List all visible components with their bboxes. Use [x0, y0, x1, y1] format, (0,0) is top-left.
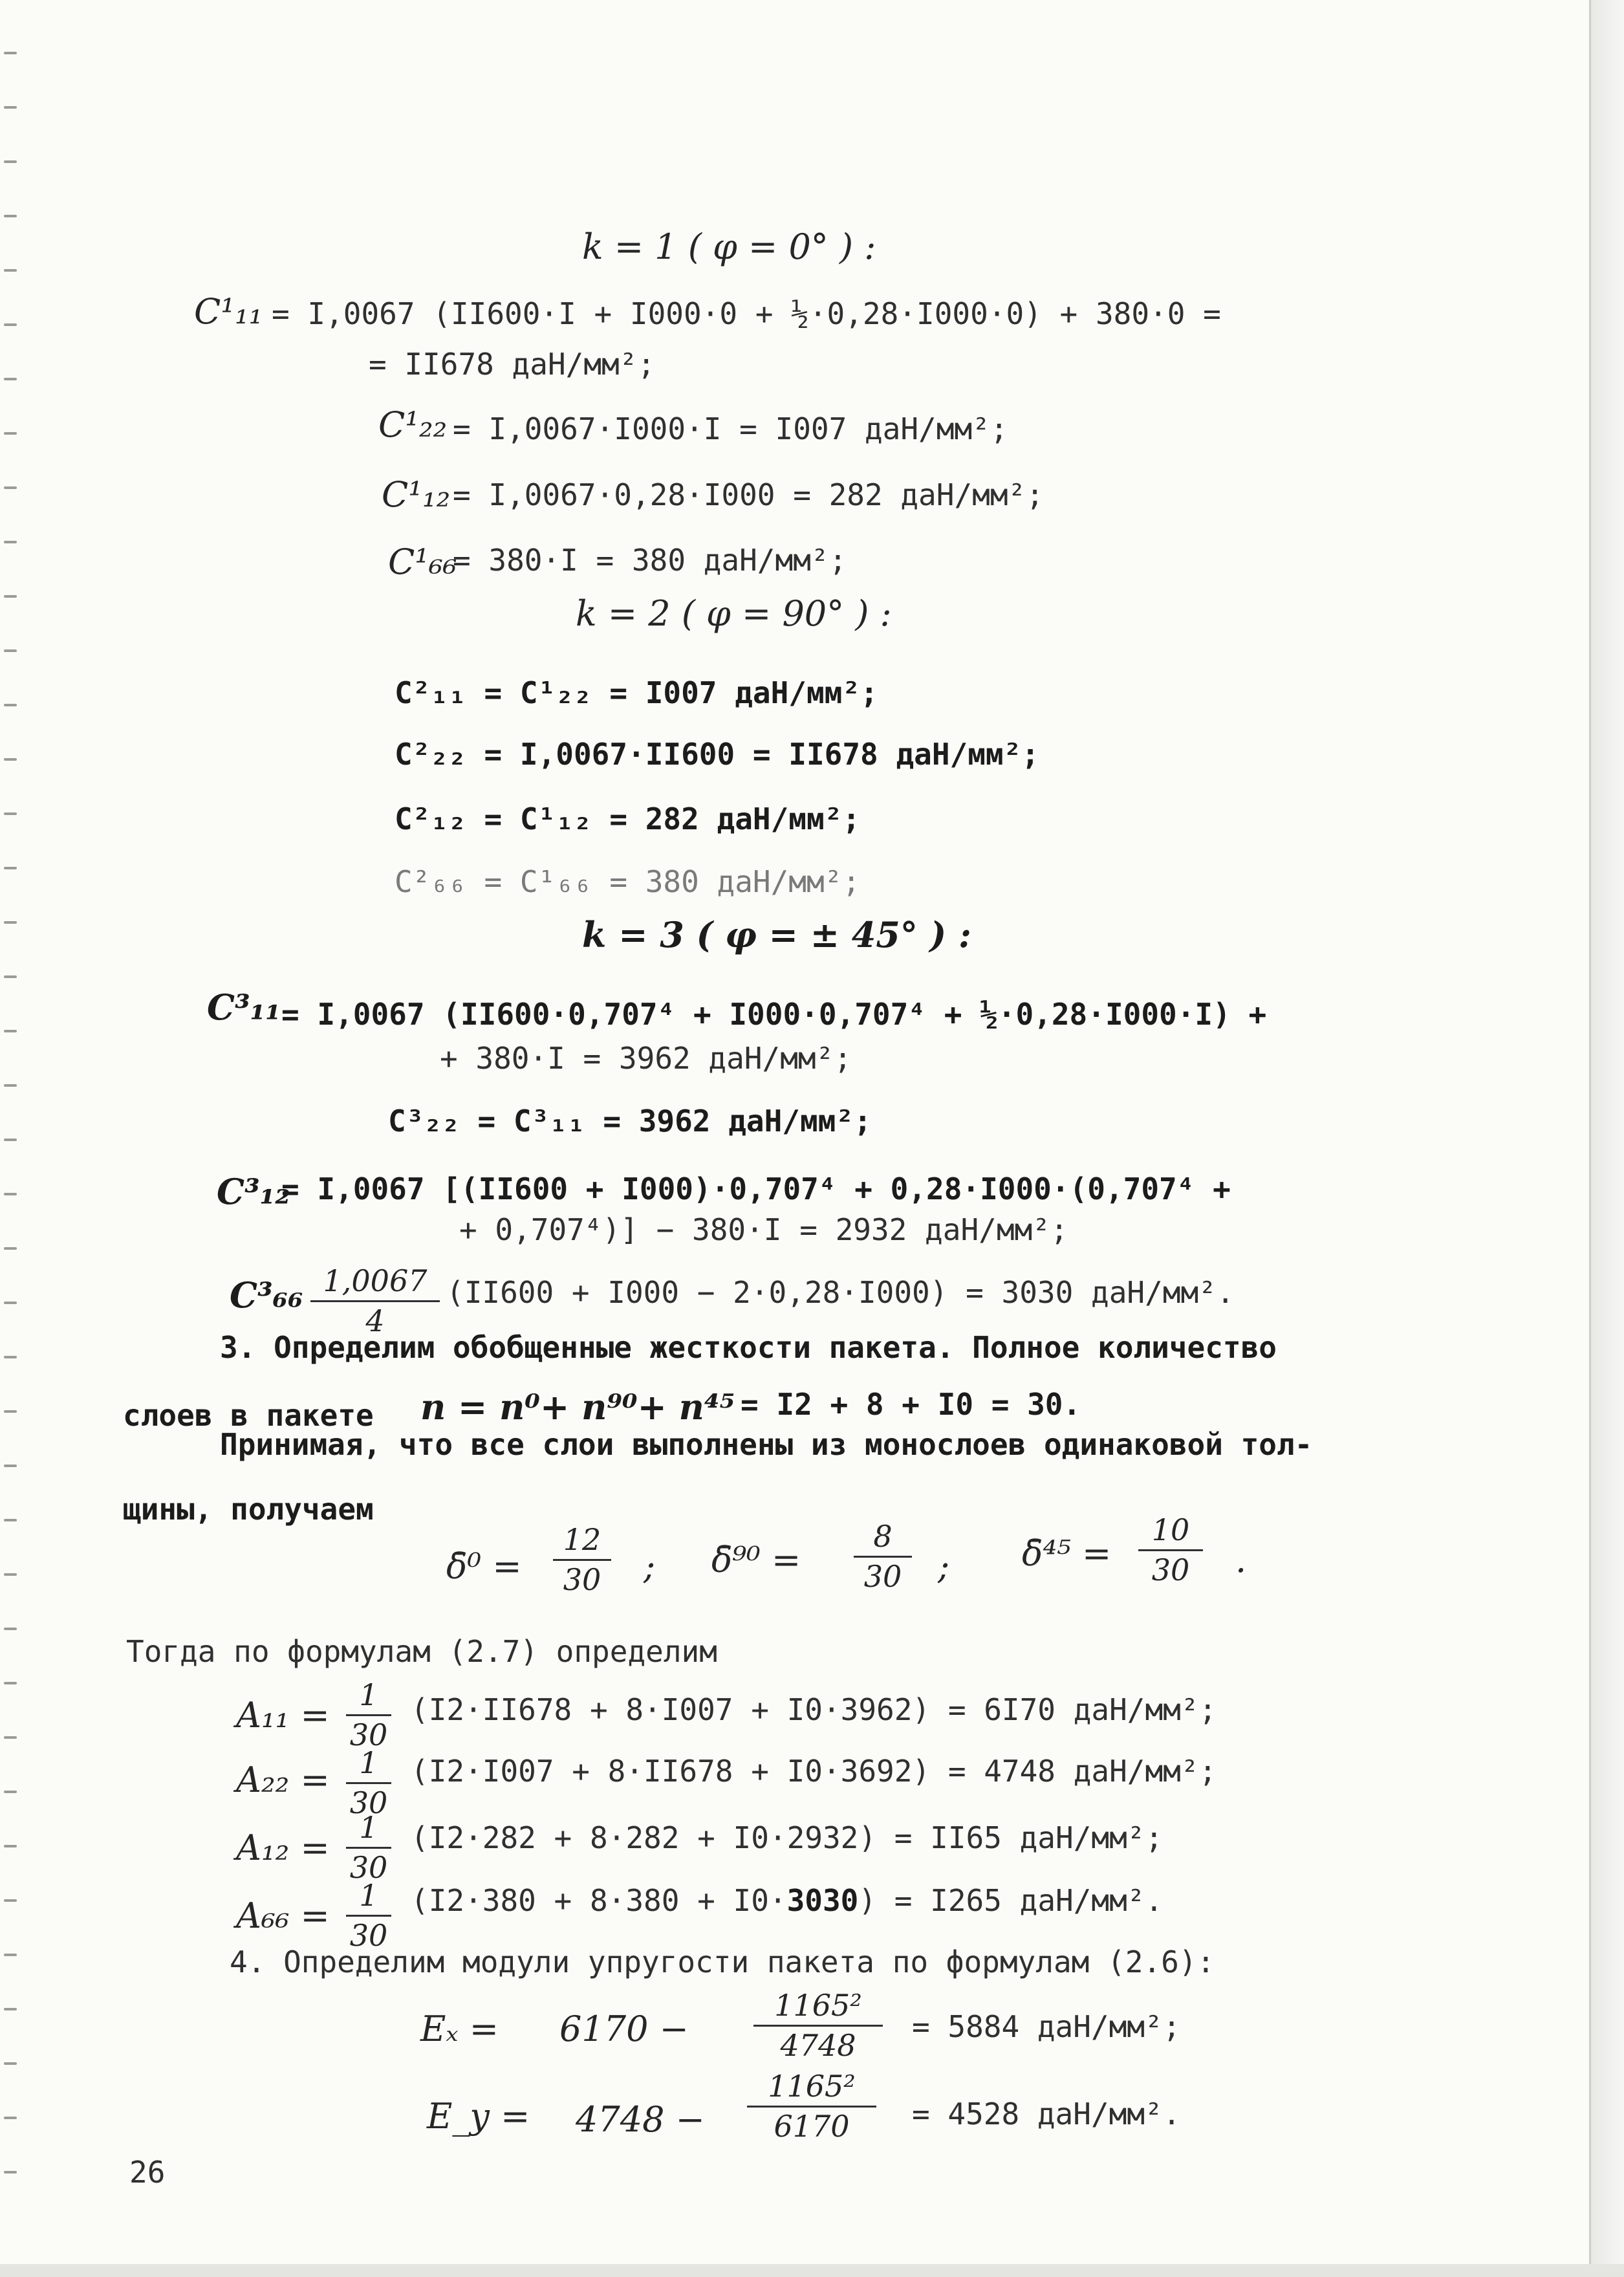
fraction-bar: [346, 1714, 391, 1716]
fraction-denominator: 30: [863, 1558, 902, 1594]
step3-line2b: = I2 + 8 + I0 = 30.: [741, 1387, 1081, 1422]
binding-mark: [4, 106, 17, 109]
binding-mark: [4, 52, 17, 54]
step4-line: 4. Определим модули упругости пакета по формулам (2.6):: [230, 1945, 1215, 1979]
binding-mark: [4, 595, 17, 598]
binding-mark: [4, 323, 17, 326]
binding-mark: [4, 704, 17, 706]
c11-k1-line1: = I,0067 (II600·I + I000·0 + ½·0,28·I000·0) + 380·0 =: [272, 296, 1221, 331]
fraction-bar: [346, 1782, 391, 1784]
binding-mark: [4, 2117, 17, 2119]
fraction-numerator: 12: [563, 1522, 601, 1557]
ex-result: = 5884 даН/мм²;: [912, 2009, 1181, 2044]
fraction-numerator: 1165²: [768, 2069, 856, 2104]
fraction-denominator: 30: [563, 1562, 601, 1597]
a66-label: A₆₆ =: [236, 1895, 330, 1936]
a11-label: A₁₁ =: [236, 1695, 330, 1736]
c12-k1-line: = I,0067·0,28·I000 = 282 даН/мм²;: [453, 477, 1044, 512]
binding-mark: [4, 1465, 17, 1467]
c66-k1-line: = 380·I = 380 даН/мм²;: [453, 543, 847, 578]
heading-k1: k = 1 ( φ = 0° ) :: [582, 226, 876, 267]
fraction-bar: [553, 1559, 611, 1561]
binding-holes: [0, 0, 23, 2277]
fraction-numerator: 1: [359, 1878, 378, 1913]
c11-k3-line1: = I,0067 (II600·0,707⁴ + I000·0,707⁴ + ½·0,28·I000·I) +: [281, 997, 1267, 1032]
ey-fraction: [747, 2070, 876, 2142]
delta90-label: δ̄⁹⁰ =: [711, 1540, 801, 1580]
binding-mark: [4, 1410, 17, 1413]
fraction-denominator: 30: [1151, 1552, 1190, 1587]
a22-expr: (I2·I007 + 8·II678 + I0·3692) = 4748 даН/мм²;: [411, 1754, 1217, 1789]
binding-mark: [4, 1247, 17, 1250]
fraction-denominator: 30: [349, 1785, 388, 1820]
fraction-denominator: 4: [365, 1303, 385, 1338]
fraction-denominator: 30: [349, 1849, 388, 1885]
c66-k3-line: (II600 + I000 − 2·0,28·I000) = 3030 даН/мм².: [446, 1275, 1235, 1310]
step3-line1: 3. Определим обобщенные жесткости пакета. Полное количество: [220, 1330, 1277, 1365]
fraction-bar: [747, 2106, 876, 2108]
fraction-numerator: 1: [359, 1810, 378, 1845]
step3-line4: щины, получаем: [123, 1492, 374, 1527]
binding-mark: [4, 1193, 17, 1195]
a66-expr-handwritten: 3030: [786, 1883, 859, 1918]
delta45-fraction: [1138, 1514, 1203, 1586]
page-edge: [1589, 0, 1624, 2277]
a22-label: A₂₂ =: [236, 1760, 330, 1800]
fraction-bar: [1138, 1549, 1203, 1551]
delta45-label: δ̄⁴⁵ =: [1022, 1533, 1112, 1574]
ex-term: 6170 −: [559, 2009, 689, 2049]
a12-fraction: [346, 1811, 391, 1884]
a66-expr-end: ) = I265 даН/мм².: [858, 1883, 1164, 1918]
ex-label: Eₓ =: [420, 2009, 499, 2049]
delta90-fraction: [854, 1520, 912, 1593]
ey-label: E_y =: [427, 2096, 530, 2137]
binding-mark: [4, 1084, 17, 1087]
binding-mark: [4, 1356, 17, 1358]
separator: ;: [938, 1546, 950, 1587]
separator: ;: [644, 1546, 656, 1587]
page-number: 26: [129, 2155, 166, 2190]
fraction-denominator: 30: [349, 1917, 388, 1953]
binding-mark: [4, 867, 17, 869]
fraction-numerator: 1: [359, 1677, 378, 1712]
c12-k3-line1: = I,0067 [(II600 + I000)·0,707⁴ + 0,28·I000·(0,707⁴ +: [281, 1171, 1231, 1206]
c11-k3-line2: + 380·I = 3962 даН/мм²;: [440, 1041, 852, 1076]
fraction-numerator: 1,0067: [323, 1263, 428, 1298]
c22-k1-line: = I,0067·I000·I = I007 даН/мм²;: [453, 411, 1008, 446]
fraction-bar: [753, 2025, 883, 2027]
binding-mark: [4, 432, 17, 435]
binding-mark: [4, 1138, 17, 1141]
c12-k2-line: C²₁₂ = C¹₁₂ = 282 даН/мм²;: [395, 801, 861, 836]
c22-k1-label: C¹₂₂: [378, 404, 448, 445]
binding-mark: [4, 1736, 17, 1739]
ey-term: 4748 −: [576, 2099, 705, 2140]
c11-k3-label: C³₁₁: [207, 986, 281, 1028]
binding-mark: [4, 486, 17, 489]
c66-k3-fraction: [310, 1265, 440, 1337]
binding-mark: [4, 2171, 17, 2174]
binding-mark: [4, 160, 17, 163]
page-bottom-edge: [0, 2264, 1624, 2277]
ey-result: = 4528 даН/мм².: [912, 2097, 1181, 2131]
c12-k3-label: C³₁₂: [217, 1171, 290, 1212]
a66-expr: [411, 1883, 1164, 1918]
fraction-denominator: 6170: [774, 2108, 850, 2144]
binding-mark: [4, 1791, 17, 1793]
binding-mark: [4, 1899, 17, 1902]
then-line: Тогда по формулам (2.7) определим: [126, 1634, 717, 1669]
binding-mark: [4, 269, 17, 272]
c12-k1-label: C¹₁₂: [382, 474, 451, 515]
step3-line2a: слоев в пакете: [123, 1398, 374, 1433]
fraction-numerator: 1165²: [774, 1988, 862, 2023]
heading-k3: k = 3 ( φ = ± 45° ) :: [582, 914, 971, 955]
binding-mark: [4, 1573, 17, 1576]
binding-mark: [4, 1030, 17, 1032]
binding-mark: [4, 975, 17, 978]
c22-k3-line: C³₂₂ = C³₁₁ = 3962 даН/мм²;: [388, 1104, 872, 1138]
binding-mark: [4, 1302, 17, 1304]
c22-k2-line: C²₂₂ = I,0067·II600 = II678 даН/мм²;: [395, 737, 1039, 772]
fraction-denominator: 4748: [780, 2027, 856, 2063]
delta0-fraction: [553, 1523, 611, 1596]
c66-k3-label: C³₆₆: [230, 1274, 303, 1316]
fraction-numerator: 10: [1151, 1512, 1190, 1547]
c12-k3-line2: + 0,707⁴)] − 380·I = 2932 даН/мм²;: [459, 1212, 1068, 1247]
period: .: [1235, 1540, 1247, 1580]
binding-mark: [4, 2062, 17, 2065]
binding-mark: [4, 1519, 17, 1521]
c66-k1-label: C¹₆₆: [388, 541, 457, 582]
fraction-numerator: 8: [873, 1519, 893, 1554]
step3-layers-formula: n = n⁰+ n⁹⁰+ n⁴⁵: [420, 1386, 735, 1428]
a12-expr: (I2·282 + 8·282 + I0·2932) = II65 даН/мм²;: [411, 1820, 1164, 1855]
binding-mark: [4, 378, 17, 380]
binding-mark: [4, 1954, 17, 1956]
c11-k1-line2: = II678 даН/мм²;: [369, 347, 656, 382]
a22-fraction: [346, 1747, 391, 1819]
binding-mark: [4, 1628, 17, 1630]
fraction-numerator: 1: [359, 1745, 378, 1780]
step3-line3: Принимая, что все слои выполнены из монослоев одинаковой тол-: [220, 1427, 1313, 1462]
a66-expr-start: (I2·380 + 8·380 + I0·: [411, 1883, 787, 1918]
binding-mark: [4, 758, 17, 761]
a11-expr: (I2·II678 + 8·I007 + I0·3962) = 6I70 даН/мм²;: [411, 1692, 1217, 1727]
delta0-label: δ̄⁰ =: [446, 1546, 522, 1587]
ex-fraction: [753, 1989, 883, 2062]
c11-k1-label: C¹₁₁: [194, 291, 263, 332]
binding-mark: [4, 812, 17, 815]
fraction-bar: [346, 1915, 391, 1917]
heading-k2: k = 2 ( φ = 90° ) :: [576, 593, 892, 634]
c66-k2-line: C²₆₆ = C¹₆₆ = 380 даН/мм²;: [395, 864, 861, 899]
fraction-bar: [346, 1847, 391, 1849]
fraction-bar: [310, 1300, 440, 1302]
binding-mark: [4, 1845, 17, 1847]
a11-fraction: [346, 1679, 391, 1751]
binding-mark: [4, 541, 17, 543]
binding-mark: [4, 215, 17, 217]
c11-k2-line: C²₁₁ = C¹₂₂ = I007 даН/мм²;: [395, 675, 878, 710]
a12-label: A₁₂ =: [236, 1827, 330, 1868]
a66-fraction: [346, 1879, 391, 1952]
fraction-denominator: 30: [349, 1717, 388, 1752]
binding-mark: [4, 2008, 17, 2010]
fraction-bar: [854, 1556, 912, 1558]
binding-mark: [4, 649, 17, 652]
binding-mark: [4, 1682, 17, 1684]
binding-mark: [4, 921, 17, 924]
